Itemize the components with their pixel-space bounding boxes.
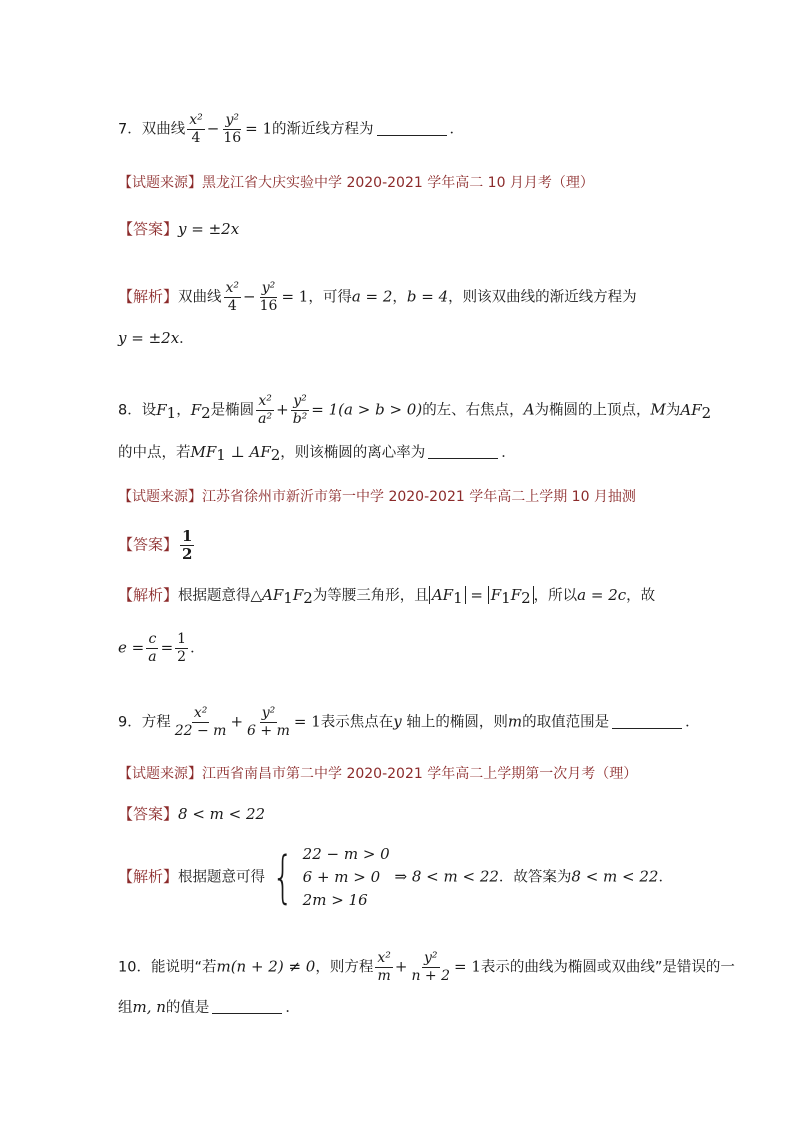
q8-analysis-p1: 根据题意得 <box>178 588 251 604</box>
q9-plus: + <box>230 712 244 731</box>
q7-analysis-comma: ， <box>392 289 407 306</box>
q8-source-text: 江苏省徐州市新沂市第一中学 2020-2021 学年高二上学期 10 月抽测 <box>202 489 636 505</box>
q10-frac1-den: m <box>377 968 391 984</box>
q7-frac1-num: x² <box>189 112 203 128</box>
q8-plus: + <box>276 400 289 419</box>
q7-prefix: 双曲线 <box>141 121 186 138</box>
q10-line2-p1: 组 <box>118 1000 133 1016</box>
q8-p2: 是椭圆 <box>210 402 255 419</box>
q9-system-row-2: 6 + m > 0 <box>302 868 381 886</box>
q8-e-num: c <box>148 631 157 647</box>
q8-p4: 为椭圆的上顶点， <box>534 402 651 419</box>
q9-answer-tag: 【答案】 <box>118 805 179 823</box>
q7-source <box>118 173 594 193</box>
q10-p2: ，则方程 <box>315 959 374 976</box>
q9-analysis-end: ． <box>658 869 673 886</box>
q9-brace: { <box>272 844 294 910</box>
q9-answer-blank[interactable] <box>612 714 682 729</box>
q8-source <box>118 487 636 507</box>
question-10 <box>118 950 735 985</box>
q9-frac1-den: 22 − m <box>174 723 227 739</box>
q8-analysis <box>118 585 655 608</box>
q9-p4: 的取值范围是 <box>522 714 610 731</box>
q9-source <box>118 764 637 784</box>
q8-frac-y <box>291 393 310 428</box>
q8-abs1-sub: 1 <box>453 589 463 607</box>
q8-F2 <box>190 400 211 422</box>
q8-analysis-p2: 为等腰三角形，且 <box>312 588 429 604</box>
q7-analysis-b: b = 4 <box>406 287 449 306</box>
q8-abs1-letters: AF <box>431 586 454 604</box>
q8-answer-tag: 【答案】 <box>118 535 179 554</box>
q8-abs2-F2: F <box>510 586 522 604</box>
q8-answer-den: 2 <box>182 545 193 563</box>
q8-e-num2: 1 <box>177 631 187 647</box>
q7-number: 7． <box>118 121 142 138</box>
q8-e-frac <box>146 631 158 666</box>
q7-frac2-num: y² <box>225 112 239 128</box>
q9-frac2-num: y² <box>261 705 276 721</box>
q10-frac-x <box>375 950 393 985</box>
q7-analysis-frac2-den: 16 <box>259 298 278 314</box>
q8-triangle <box>250 586 313 607</box>
q7-source-text: 黑龙江省大庆实验中学 2020-2021 学年高二 10 月月考（理） <box>202 175 594 191</box>
q7-answer-value: y = ±2x <box>178 220 240 238</box>
q8-e-den2: 2 <box>177 649 187 665</box>
q8-line2-p1: 的中点，若 <box>118 445 191 461</box>
q7-frac2-den: 16 <box>223 130 242 146</box>
q8-frac1-den: a² <box>258 411 273 427</box>
q8-F1-sub: 1 <box>166 403 177 422</box>
q8-e-eq: e = <box>118 638 145 657</box>
q9-source-tag: 【试题来源】 <box>118 766 202 782</box>
q7-analysis-eq: = 1 <box>281 287 309 306</box>
q8-AF2 <box>680 400 712 422</box>
q7-suffix: 的渐近线方程为 <box>272 121 374 138</box>
question-8 <box>118 393 711 428</box>
q7-analysis-result: y = ±2x <box>118 329 180 347</box>
q8-answer-num: 1 <box>182 527 193 545</box>
q8-abs-eq: = <box>465 586 488 604</box>
q8-frac-x <box>256 393 274 428</box>
question-10-line2 <box>118 997 300 1018</box>
q9-frac1-num: x² <box>193 705 208 721</box>
q9-analysis-p1: 根据题意可得 <box>178 869 266 886</box>
q7-answer-tag: 【答案】 <box>118 220 179 238</box>
q8-triangle-letters: △AF <box>250 586 284 604</box>
q9-number: 9． <box>118 714 142 731</box>
q7-analysis-frac2-num: y² <box>261 280 276 296</box>
q8-analysis-tag: 【解析】 <box>118 586 179 604</box>
q8-AF2-b <box>249 443 281 464</box>
q8-answer-fraction <box>180 528 194 563</box>
q10-eq: = 1 <box>454 957 481 976</box>
q7-analysis-line2 <box>118 328 194 349</box>
q10-end: ． <box>285 1000 300 1016</box>
q9-system-row-1: 22 − m > 0 <box>302 845 390 863</box>
q9-frac-x <box>173 705 229 740</box>
q8-AF2-b-sub: 2 <box>270 446 281 464</box>
q8-e-end: ． <box>190 640 205 657</box>
q8-answer-blank[interactable] <box>428 444 498 459</box>
q7-answer <box>118 219 239 239</box>
q9-analysis-tag: 【解析】 <box>118 867 179 886</box>
q9-inequality-system <box>265 843 390 912</box>
q10-frac-y <box>409 950 452 985</box>
q7-analysis-frac1-den: 4 <box>227 298 237 314</box>
q9-end: ． <box>685 714 700 731</box>
q9-system-rows <box>303 843 390 912</box>
q9-implies: ⇒ 8 < m < 22 <box>389 867 499 886</box>
q10-answer-blank[interactable] <box>212 999 282 1014</box>
q8-analysis-p3: ，所以 <box>533 588 578 604</box>
q8-abs-AF1 <box>429 586 466 607</box>
q9-y: y <box>393 712 402 731</box>
q10-frac1-num: x² <box>377 950 391 966</box>
q8-A: A <box>523 400 535 419</box>
q7-analysis-a: a = 2 <box>351 287 393 306</box>
q8-source-tag: 【试题来源】 <box>118 489 202 505</box>
q9-p1: 方程 <box>141 714 171 731</box>
q8-frac2-den: b² <box>292 411 308 427</box>
q8-analysis-p4: ，故 <box>626 588 656 604</box>
q10-line2-p2: 的值是 <box>165 1000 210 1016</box>
q9-frac2-den: 6 + m <box>247 723 290 739</box>
q9-answer <box>118 804 265 824</box>
q8-F2-letter: F <box>190 400 202 419</box>
q8-frac1-num: x² <box>258 393 272 409</box>
q10-p1: 能说明“若 <box>150 959 217 976</box>
q9-system-row-3: 2m > 16 <box>302 891 368 909</box>
q9-eq: = 1 <box>293 712 321 731</box>
q9-source-text: 江西省南昌市第二中学 2020-2021 学年高二上学期第一次月考（理） <box>202 766 638 782</box>
q7-source-tag: 【试题来源】 <box>118 175 202 191</box>
q7-analysis <box>118 280 637 315</box>
q7-analysis-frac-y <box>258 280 280 315</box>
q7-eq: = 1 <box>245 119 273 138</box>
q8-e-den: a <box>148 649 157 665</box>
question-8-line2 <box>118 442 516 465</box>
question-9 <box>118 705 700 740</box>
q10-number: 10． <box>118 959 151 976</box>
q8-abs2-sub1: 1 <box>501 589 511 607</box>
q8-p3: 的左、右焦点， <box>422 402 524 419</box>
q7-fraction-y <box>221 112 243 147</box>
q8-a-eq-2c: a = 2c <box>577 586 627 604</box>
q9-analysis <box>118 843 673 912</box>
q8-abs2-sub2: 2 <box>521 589 531 607</box>
q10-p3: 表示的曲线为椭圆或双曲线”是错误的一 <box>480 959 735 976</box>
q9-answer-value: 8 < m < 22 <box>178 805 266 823</box>
q9-m: m <box>507 712 523 731</box>
q8-MF1-letters: MF <box>190 443 217 461</box>
q8-MF1-sub: 1 <box>216 446 226 464</box>
q7-analysis-p1: 双曲线 <box>178 289 222 306</box>
q9-p3: 轴上的椭圆，则 <box>401 714 508 731</box>
q8-e-eq2: = <box>160 638 174 657</box>
q7-analysis-end: ． <box>179 331 194 347</box>
q8-AF2-letters: AF <box>680 400 702 419</box>
q10-frac2-den: n + 2 <box>411 968 451 984</box>
q7-analysis-tag: 【解析】 <box>118 287 179 306</box>
q8-condition: = 1(a > b > 0) <box>311 400 423 419</box>
q8-comma: ， <box>176 402 191 419</box>
q7-frac1-den: 4 <box>191 130 201 146</box>
q8-p1: 设 <box>141 402 157 419</box>
q10-plus: + <box>394 957 408 976</box>
q8-p5: 为 <box>665 402 681 419</box>
q9-p2: 表示焦点在 <box>320 714 394 731</box>
q7-analysis-minus: − <box>243 287 256 306</box>
q8-AF2-b-letters: AF <box>249 443 271 461</box>
q7-analysis-frac-x <box>224 280 242 315</box>
q8-analysis-line2 <box>118 631 205 666</box>
q7-answer-blank[interactable] <box>377 121 447 136</box>
q8-perp: ⊥ <box>225 443 250 461</box>
q8-frac2-num: y² <box>293 393 307 409</box>
q8-end: ． <box>501 445 516 461</box>
q7-analysis-p3: ，则该双曲线的渐近线方程为 <box>448 289 637 306</box>
q9-frac-y <box>245 705 292 740</box>
q8-triangle-sub1: 1 <box>283 589 293 607</box>
q8-F1-letter: F <box>156 400 167 419</box>
q8-number: 8． <box>118 402 142 419</box>
q8-MF1 <box>190 443 226 464</box>
q8-M: M <box>650 400 666 419</box>
q8-triangle-F: F <box>292 586 304 604</box>
q10-condition: m(n + 2) ≠ 0 <box>216 957 316 976</box>
q7-analysis-frac1-num: x² <box>225 280 240 296</box>
q8-triangle-sub2: 2 <box>303 589 313 607</box>
q8-answer <box>118 528 196 563</box>
q9-analysis-p2: ．故答案为 <box>498 869 572 886</box>
q7-minus: − <box>206 119 220 138</box>
q8-abs2-F: F <box>490 586 502 604</box>
q8-abs-F1F2 <box>488 586 534 607</box>
q8-F2-sub: 2 <box>201 403 211 422</box>
q10-frac2-num: y² <box>423 950 438 966</box>
q7-fraction-x <box>187 112 205 147</box>
q8-AF2-sub: 2 <box>701 403 712 422</box>
q10-mn: m, n <box>132 998 166 1016</box>
q8-e-frac2 <box>175 631 188 666</box>
q7-end: ． <box>449 121 465 138</box>
q8-F1 <box>156 400 177 422</box>
q8-line2-p2: ，则该椭圆的离心率为 <box>280 445 426 461</box>
question-7 <box>118 112 464 147</box>
q9-analysis-answer: 8 < m < 22 <box>571 867 659 886</box>
q7-analysis-p2: ，可得 <box>308 289 352 306</box>
